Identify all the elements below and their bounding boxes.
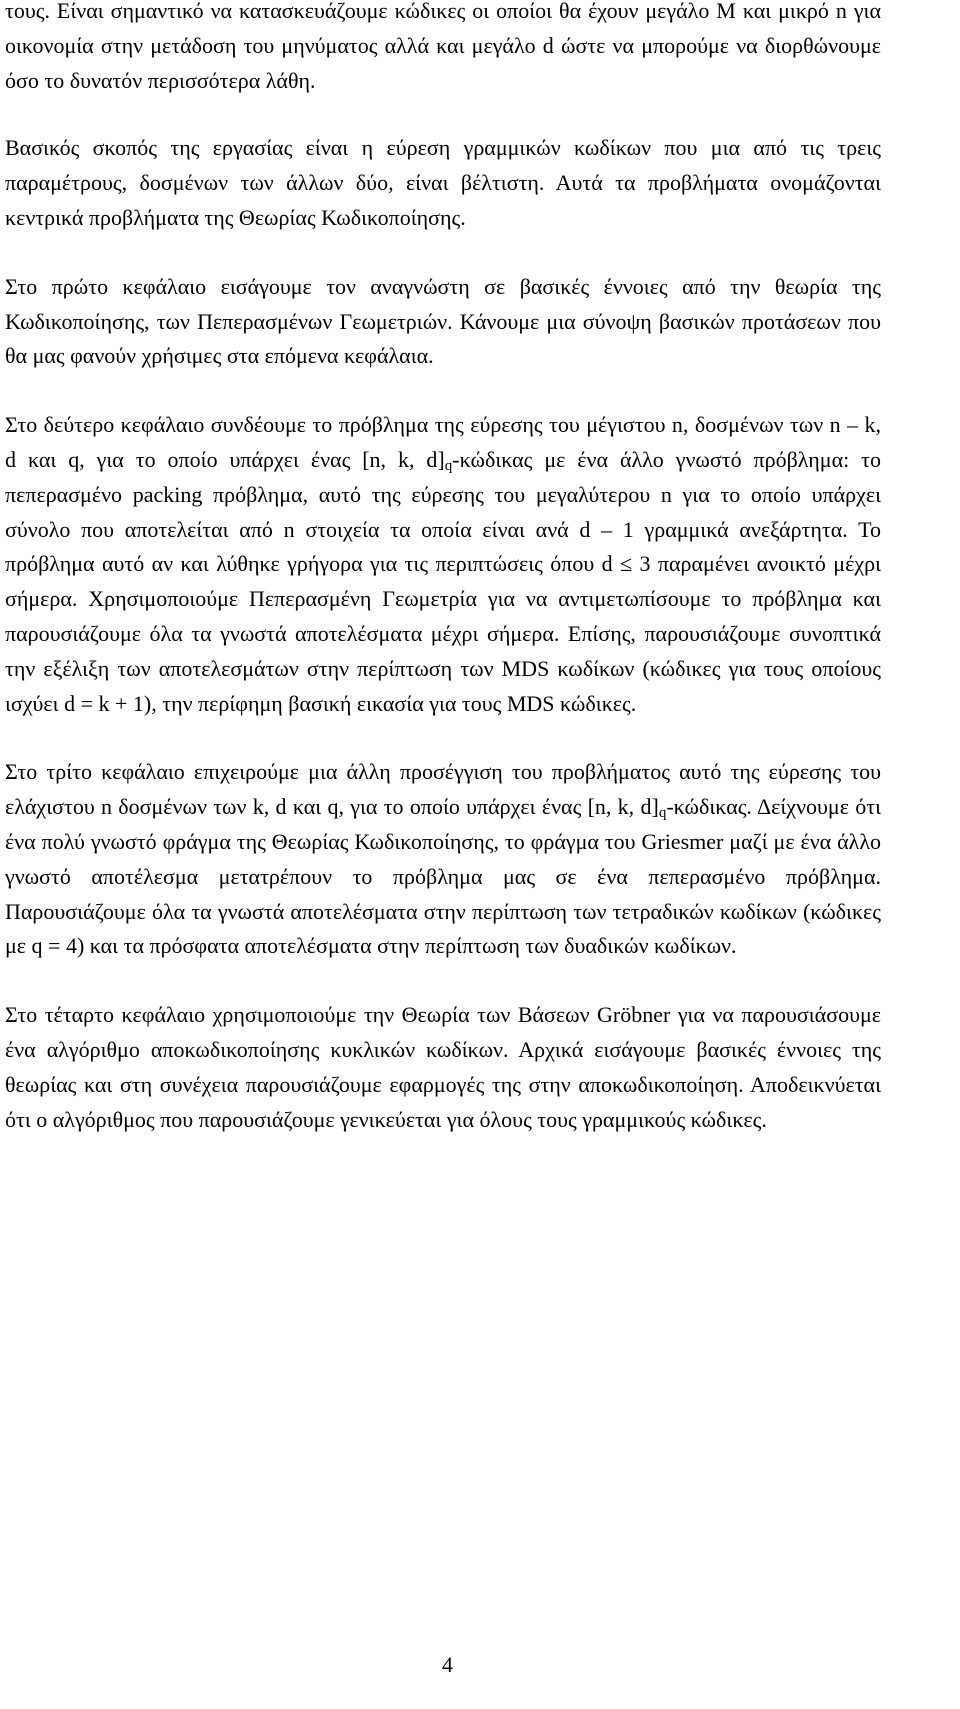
paragraph-chapter-3-part-a: Στο τρίτο κεφάλαιο επιχειρούμε μια άλλη προσέγγιση του προβλήματος αυτό της εύρεσης του ελάχιστου n δοσμένων των k, d και q, για το οποίο υπάρχει ένας [n, k, d] [5,759,881,820]
document-body [5,0,881,1171]
paragraph-main-goal: Βασικός σκοπός της εργασίας είναι η εύρεση γραμμικών κωδίκων που μια από τις τρεις παραμέτρους, δοσμένων των άλλων δύο, είναι βέλτιστη. Αυτά τα προβλήματα ονομάζονται κεντρικά προβλήματα της Θεωρίας Κωδικοποίησης. [5,135,881,230]
paragraph-chapter-2-part-a: Στο δεύτερο κεφάλαιο συνδέουμε το πρόβλημα της εύρεσης του μέγιστου n, δοσμένων των n – k, d και q, για το οποίο υπάρχει ένας [n, k, d] [5,412,881,472]
page-number: 4 [442,1652,453,1677]
paragraph-intro-continuation: τους. Είναι σημαντικό να κατασκευάζουμε κώδικες οι οποίοι θα έχουν μεγάλο M και μικρό n για οικονομία στην μετάδοση του μηνύματος αλλά και μεγάλο d ώστε να μπορούμε να διορθώνουμε όσο το δυνατόν περισσότερα λάθη. [5,0,881,93]
paragraph-chapter-4: Στο τέταρτο κεφάλαιο χρησιμοποιούμε την Θεωρία των Βάσεων Gröbner για να παρουσιάσουμε ένα αλγόριθμο αποκωδικοποίησης κυκλικών κωδίκων. Αρχικά εισάγουμε βασικές έννοιες της θεωρίας και στη συνέχεια παρουσιάζουμε εφαρμογές της στην αποκωδικοποίηση. Αποδεικνύεται ότι ο αλγόριθμος που παρουσιάζουμε γενικεύεται για όλους τους γραμμικούς κώδικες. [5,1002,881,1132]
subscript-q: q [658,805,667,822]
paragraph-chapter-3-part-b: -κώδικας. Δείχνουμε ότι ένα πολύ γνωστό φράγμα της Θεωρίας Κωδικοποίησης, το φράγμα του Griesmer μαζί με ένα άλλο γνωστό αποτέλεσμα μετατρέπουν το πρόβλημα μας σε ένα πεπερασμένο πρόβλημα. Παρουσιάζουμε όλα τα γνωστά αποτελέσματα στην περίπτωση των τετραδικών κωδίκων (κώδικες με q = 4) και τα πρόσφατα αποτελέσματα στην περίπτωση των δυαδικών κωδίκων. [5,794,881,959]
paragraph-chapter-3 [5,755,881,964]
paragraph-chapter-2-part-b: -κώδικας με ένα άλλο γνωστό πρόβλημα: το πεπερασμένο packing πρόβλημα, αυτό της εύρεσης του μεγαλύτερου n για το οποίο υπάρχει σύνολο που αποτελείται από n στοιχεία τα οποία είναι ανά d – 1 γραμμικά ανεξάρτητα. Το πρόβλημα αυτό αν και λύθηκε γρήγορα για τις περιπτώσεις όπου d ≤ 3 παραμένει ανοικτό μέχρι σήμερα. Χρησιμοποιούμε Πεπερασμένη Γεωμετρία για να αντιμετωπίσουμε το πρόβλημα και παρουσιάζουμε όλα τα γνωστά αποτελέσματα μέχρι σήμερα. Επίσης, παρουσιάζουμε συνοπτικά την εξέλιξη των αποτελεσμάτων στην περίπτωση των MDS κωδίκων (κώδικες για τους οποίους ισχύει d = k + 1), την περίφημη βασική εικασία για τους MDS κώδικες. [5,446,881,716]
paragraph-chapter-2 [5,408,881,721]
subscript-q: q [444,457,453,474]
paragraph-chapter-1: Στο πρώτο κεφάλαιο εισάγουμε τον αναγνώστη σε βασικές έννοιες από την θεωρία της Κωδικοποίησης, των Πεπερασμένων Γεωμετριών. Κάνουμε μια σύνοψη βασικών προτάσεων που θα μας φανούν χρήσιμες στα επόμενα κεφάλαια. [5,273,881,369]
